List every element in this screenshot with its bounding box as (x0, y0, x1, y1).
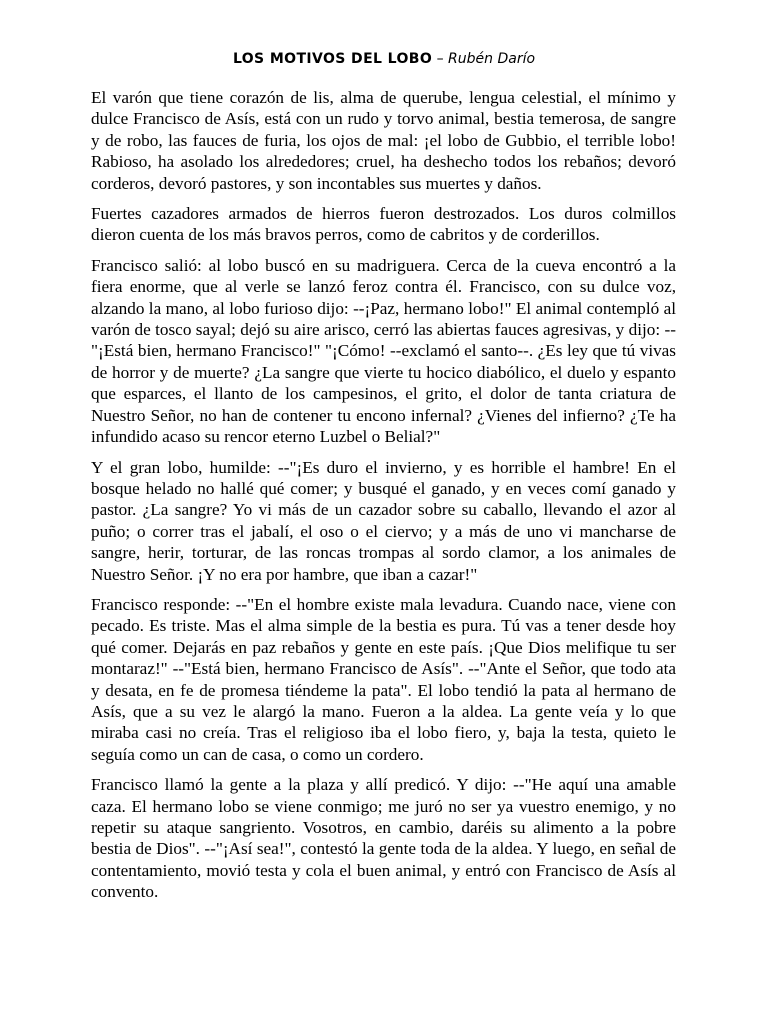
paragraph: El varón que tiene corazón de lis, alma de querube, lengua celestial, el mínimo y dulce Francisco de Asís, está con un rudo y torvo animal, bestia temerosa, de sangre y de robo, las fauces de furia, los ojos de mal: ¡el lobo de Gubbio, el terrible lobo! Rabioso, ha asolado los alrededores; cruel, ha deshecho todos los rebaños; devoró corderos, devoró pastores, y son incontables sus muertes y daños. (91, 88, 676, 193)
title-separator: – (432, 51, 449, 67)
paragraph: Francisco salió: al lobo buscó en su madriguera. Cerca de la cueva encontró a la fiera enorme, que al verle se lanzó feroz contra él. Francisco, con su dulce voz, alzando la mano, al lobo furioso dijo: --¡Paz, hermano lobo!" El animal contempló al varón de tosco sayal; dejó su aire arisco, cerró las abiertas fauces agresivas, y dijo: --"¡Está bien, hermano Francisco!" "¡Cómo! --exclamó el santo--. ¿Es ley que tú vivas de horror y de muerte? ¿La sangre que vierte tu hocico diabólico, el duelo y espanto que esparces, el llanto de los campesinos, el grito, el dolor de tanta criatura de Nuestro Señor, no han de contener tu encono infernal? ¿Vienes del infierno? ¿Te ha infundido acaso su rencor eterno Luzbel o Belial?" (91, 255, 676, 447)
paragraph: Y el gran lobo, humilde: --"¡Es duro el invierno, y es horrible el hambre! En el bosque helado no hallé qué comer; y busqué el ganado, y en veces comí ganado y pastor. ¿La sangre? Yo vi más de un cazador sobre su caballo, llevando el azor al puño; o correr tras el jabalí, el oso o el ciervo; y a más de uno vi mancharse de sangre, herir, torturar, de las roncas trompas al sordo clamor, a los animales de Nuestro Señor. ¡Y no era por hambre, que iban a cazar!" (91, 457, 676, 584)
document-body (91, 87, 676, 912)
document-title (0, 50, 768, 68)
paragraph: Francisco responde: --"En el hombre existe mala levadura. Cuando nace, viene con pecado. Es triste. Mas el alma simple de la bestia es pura. Tú vas a tener desde hoy qué comer. Dejarás en paz rebaños y gente en este país. ¡Que Dios melifique tu ser montaraz!" --"Está bien, hermano Francisco de Asís". --"Ante el Señor, que todo ata y desata, en fe de promesa tiéndeme la pata". El lobo tendió la pata al hermano de Asís, que a su vez le alargó la mano. Fueron a la aldea. La gente veía y lo que miraba casi no creía. Tras el religioso iba el lobo fiero, y, baja la testa, quieto le seguía como un can de casa, o como un cordero. (91, 594, 676, 764)
paragraph: Francisco llamó la gente a la plaza y allí predicó. Y dijo: --"He aquí una amable caza. El hermano lobo se viene conmigo; me juró no ser ya vuestro enemigo, y no repetir su ataque sangriento. Vosotros, en cambio, daréis su alimento a la pobre bestia de Dios". --"¡Así sea!", contestó la gente toda de la aldea. Y luego, en señal de contentamiento, movió testa y cola el buen animal, y entró con Francisco de Asís al convento. (91, 775, 676, 902)
author-name: Rubén Darío (448, 51, 536, 67)
title-text: LOS MOTIVOS DEL LOBO (232, 51, 433, 67)
paragraph: Fuertes cazadores armados de hierros fueron destrozados. Los duros colmillos dieron cuenta de los más bravos perros, como de cabritos y de corderillos. (91, 204, 676, 245)
